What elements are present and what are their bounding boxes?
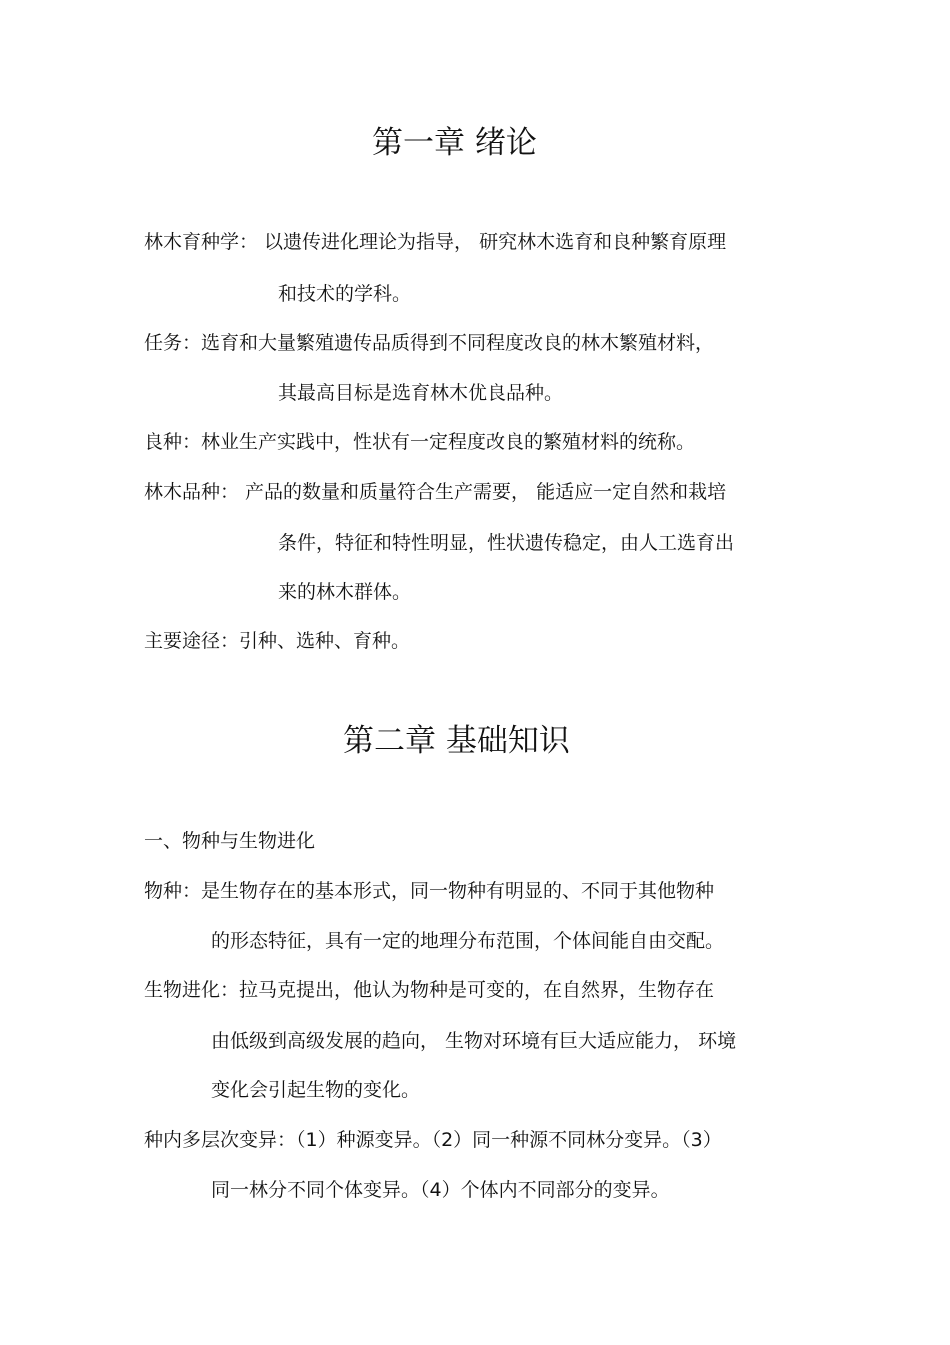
definition-species-cont: 的形态特征，具有一定的地理分布范围，个体间能自由交配。 [211, 930, 725, 952]
definition-intraspecific-variation: 种内多层次变异：（1）种源变异。（2）同一种源不同林分变异。（3） [144, 1129, 722, 1151]
definition-improved-variety: 良种：林业生产实践中，性状有一定程度改良的繁殖材料的统称。 [144, 431, 696, 453]
section-heading: 一、物种与生物进化 [144, 830, 316, 852]
definition-forest-breeding: 林木育种学： 以遗传进化理论为指导， 研究林木选育和良种繁育原理 [144, 231, 727, 253]
definition-task: 任务：选育和大量繁殖遗传品质得到不同程度改良的林木繁殖材料， [144, 332, 715, 354]
definition-forest-breeding-cont: 和技术的学科。 [278, 283, 412, 305]
definition-task-cont: 其最高目标是选育林木优良品种。 [278, 382, 564, 404]
definition-species: 物种：是生物存在的基本形式，同一物种有明显的、不同于其他物种 [144, 880, 715, 902]
definition-evolution-cont-1: 由低级到高级发展的趋向， 生物对环境有巨大适应能力， 环境 [211, 1030, 737, 1052]
chapter-2-title: 第二章 基础知识 [343, 723, 570, 759]
definition-forest-variety-cont-2: 来的林木群体。 [278, 581, 412, 603]
definition-evolution-cont-2: 变化会引起生物的变化。 [211, 1079, 421, 1101]
definition-evolution: 生物进化：拉马克提出，他认为物种是可变的，在自然界，生物存在 [144, 979, 715, 1001]
definition-forest-variety: 林木品种： 产品的数量和质量符合生产需要， 能适应一定自然和栽培 [144, 481, 727, 503]
definition-main-approaches: 主要途径：引种、选种、育种。 [144, 630, 411, 652]
definition-forest-variety-cont-1: 条件，特征和特性明显，性状遗传稳定，由人工选育出 [278, 532, 735, 554]
definition-intraspecific-variation-cont: 同一林分不同个体变异。（4）个体内不同部分的变异。 [211, 1179, 670, 1201]
chapter-1-title: 第一章 绪论 [372, 125, 537, 161]
